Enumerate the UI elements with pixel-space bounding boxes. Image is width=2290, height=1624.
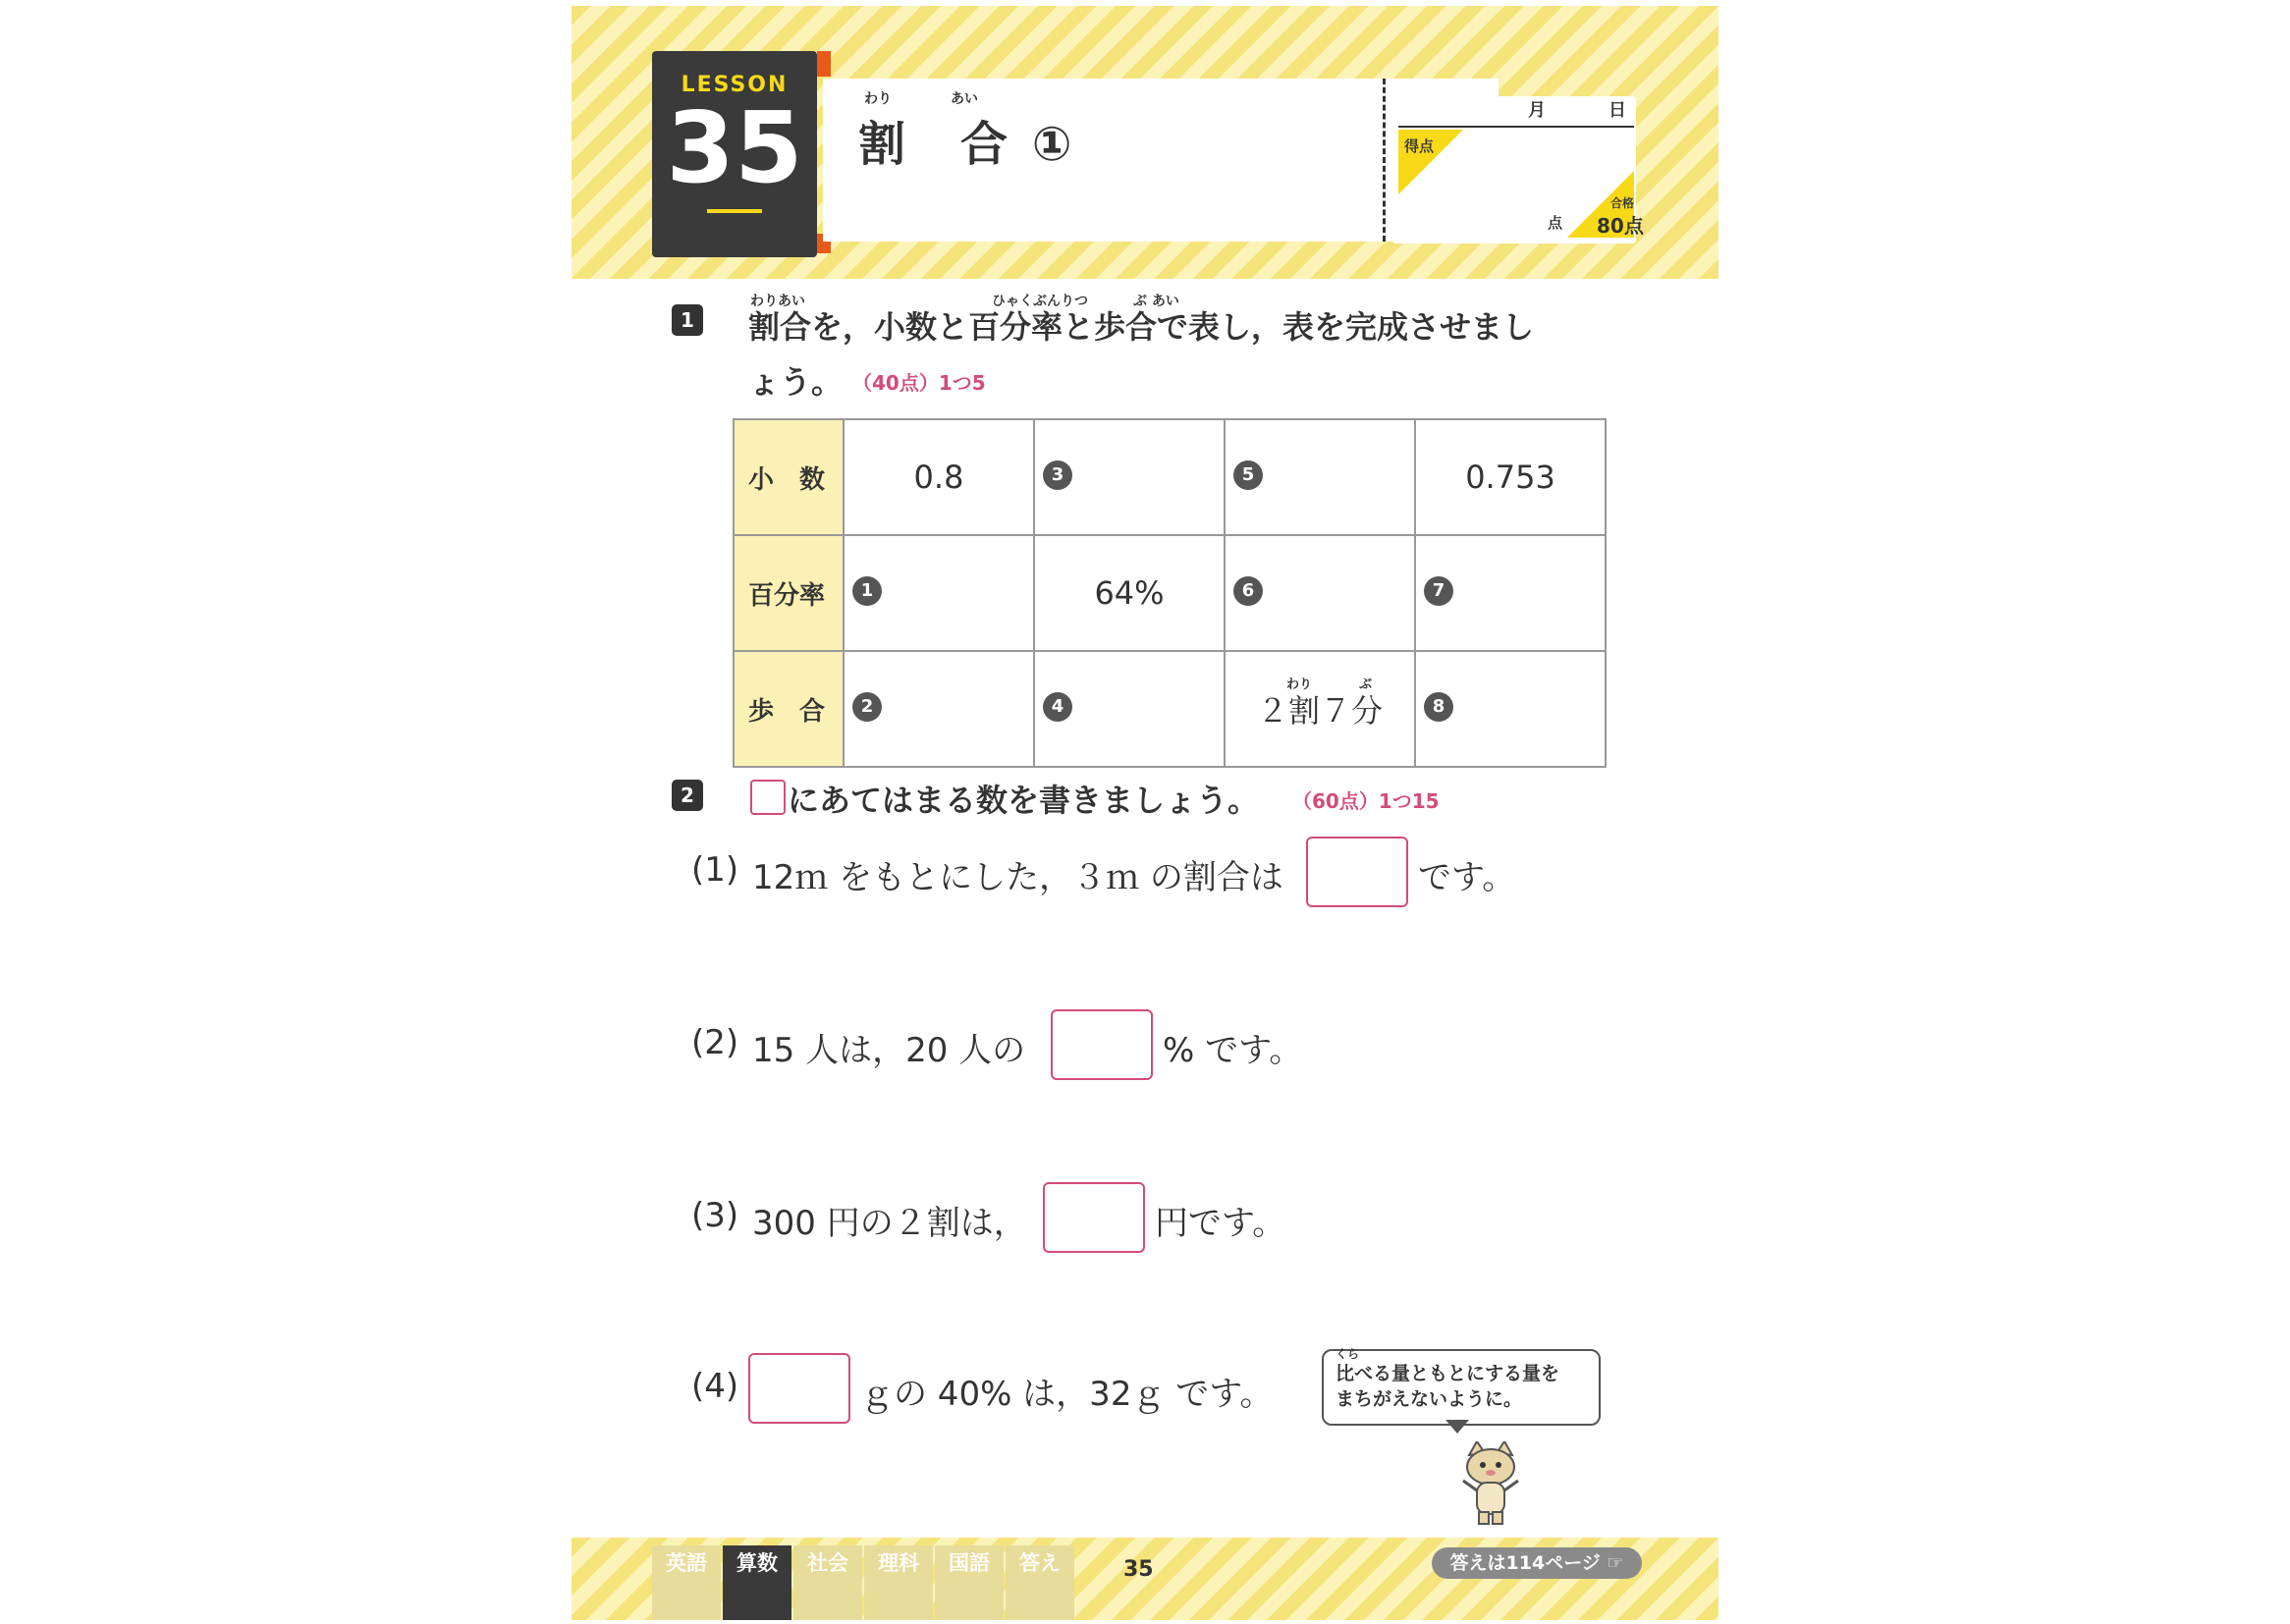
item-1-label: (1) bbox=[691, 850, 739, 890]
blank-box-sample bbox=[750, 780, 786, 815]
item-3-text-before: 300 円の２割は， bbox=[752, 1204, 1027, 1243]
hint-line-2: まちがえないように。 bbox=[1336, 1388, 1523, 1410]
day-label: 日 bbox=[1608, 100, 1626, 121]
ruby-hyakubunritsu: ひゃくぶんりつ bbox=[992, 294, 1088, 309]
item-4-label: (4) bbox=[691, 1367, 739, 1406]
item-3-label: (3) bbox=[691, 1196, 739, 1235]
item-1-text-before: 12ｍ をもとにした，３ｍ の割合は bbox=[752, 858, 1283, 897]
page-footer bbox=[572, 1538, 1718, 1620]
cell-decimal-4: 0.753 bbox=[1415, 419, 1606, 535]
cell-buai-4[interactable] bbox=[1415, 651, 1606, 767]
item-3-text-after: 円です。 bbox=[1155, 1204, 1286, 1243]
row-header-percent: 百分率 bbox=[734, 535, 844, 651]
date-underline bbox=[1398, 126, 1634, 128]
table-row-percent bbox=[734, 535, 1606, 651]
cell-percent-3[interactable] bbox=[1225, 535, 1415, 651]
answer-mark-3: 3 bbox=[1043, 460, 1072, 490]
answer-mark-7: 7 bbox=[1424, 576, 1453, 606]
tab-science[interactable]: 理科 bbox=[864, 1545, 933, 1620]
row-header-buai: 歩 合 bbox=[734, 651, 844, 767]
answer-box-3[interactable] bbox=[1043, 1182, 1145, 1253]
tab-english[interactable]: 英語 bbox=[652, 1545, 721, 1620]
hint-ruby: くら bbox=[1336, 1347, 1360, 1361]
ruby-buai: ぶ あい bbox=[1133, 294, 1179, 309]
hint-bubble-tail bbox=[1445, 1420, 1469, 1434]
page-number: 35 bbox=[1123, 1557, 1154, 1582]
table-row-decimal bbox=[734, 419, 1606, 535]
question-number-2: 2 bbox=[672, 780, 703, 811]
cell-buai-2[interactable] bbox=[1034, 651, 1225, 767]
item-1-text-after: です。 bbox=[1418, 858, 1516, 897]
answer-mark-1: 1 bbox=[852, 576, 882, 606]
cat-mascot-icon bbox=[1459, 1441, 1522, 1526]
title-ruby-ai: あい bbox=[951, 91, 978, 107]
hint-text bbox=[1336, 1361, 1559, 1412]
cell-percent-4[interactable] bbox=[1415, 535, 1606, 651]
cell-decimal-3[interactable] bbox=[1225, 419, 1415, 535]
question-1-points: （40点）1つ5 bbox=[852, 371, 986, 395]
tab-social[interactable]: 社会 bbox=[793, 1545, 862, 1620]
answer-mark-4: 4 bbox=[1043, 692, 1072, 722]
hint-line-1: 比べる量ともとにする量を bbox=[1336, 1363, 1560, 1384]
title-ruby-wari: わり bbox=[864, 91, 892, 107]
item-2-text-before: 15 人は，20 人の bbox=[752, 1031, 1026, 1070]
question-2-points: （60点）1つ15 bbox=[1292, 789, 1440, 813]
ruby-bu-cell: ぶ bbox=[1359, 677, 1373, 692]
workbook-page bbox=[572, 6, 1718, 1620]
pass-score: 80点 bbox=[1597, 214, 1644, 238]
question-number-1: 1 bbox=[672, 304, 703, 336]
month-label: 月 bbox=[1528, 100, 1546, 121]
ratio-table bbox=[733, 418, 1607, 768]
title-divider bbox=[1383, 79, 1386, 242]
badge-fold-top bbox=[817, 51, 831, 77]
item-4-text-after: ｇの 40% は，32ｇ です。 bbox=[860, 1375, 1274, 1414]
cell-buai-3 bbox=[1225, 651, 1415, 767]
lesson-badge bbox=[652, 51, 817, 257]
points-unit: 点 bbox=[1548, 214, 1563, 232]
question-2-text: にあてはまる数を書きましょう。 bbox=[788, 782, 1260, 819]
question-1-text-line1: 割合を，小数と百分率と歩合で表し，表を完成させまし bbox=[748, 308, 1535, 346]
page-title: 割 合 ① bbox=[858, 117, 1076, 172]
question-1-text-line2: ょう。 bbox=[748, 363, 844, 401]
row-header-decimal: 小 数 bbox=[734, 419, 844, 535]
pass-label: 合格 bbox=[1610, 196, 1635, 210]
ruby-wari-cell: わり bbox=[1286, 677, 1313, 692]
cell-percent-2: 64% bbox=[1034, 535, 1225, 651]
answer-reference[interactable]: 答えは114ページ ☞ bbox=[1432, 1547, 1642, 1579]
answer-mark-5: 5 bbox=[1233, 460, 1263, 490]
lesson-label: LESSON bbox=[681, 73, 789, 97]
page-header bbox=[572, 6, 1718, 279]
tab-answers[interactable]: 答え bbox=[1006, 1545, 1074, 1620]
answer-box-2[interactable] bbox=[1051, 1009, 1153, 1080]
cell-decimal-2[interactable] bbox=[1034, 419, 1225, 535]
answer-mark-6: 6 bbox=[1233, 576, 1263, 606]
item-2-label: (2) bbox=[691, 1023, 739, 1062]
lesson-number: 35 bbox=[666, 90, 803, 205]
answer-mark-2: 2 bbox=[852, 692, 882, 722]
item-2-text-after: % です。 bbox=[1163, 1031, 1303, 1070]
answer-box-4[interactable] bbox=[748, 1353, 850, 1424]
tab-japanese[interactable]: 国語 bbox=[935, 1545, 1004, 1620]
cell-decimal-1: 0.8 bbox=[844, 419, 1034, 535]
answer-box-1[interactable] bbox=[1306, 837, 1408, 907]
hint-bubble bbox=[1322, 1349, 1601, 1426]
ruby-wariai: わりあい bbox=[750, 294, 805, 309]
tab-math[interactable]: 算数 bbox=[723, 1545, 791, 1620]
lesson-underline bbox=[707, 209, 762, 213]
table-row-buai bbox=[734, 651, 1606, 767]
cell-buai-1[interactable] bbox=[844, 651, 1034, 767]
answer-mark-8: 8 bbox=[1424, 692, 1453, 722]
cell-buai-3-value: ２割７分 bbox=[1256, 692, 1383, 730]
cell-percent-1[interactable] bbox=[844, 535, 1034, 651]
score-label: 得点 bbox=[1404, 137, 1435, 155]
